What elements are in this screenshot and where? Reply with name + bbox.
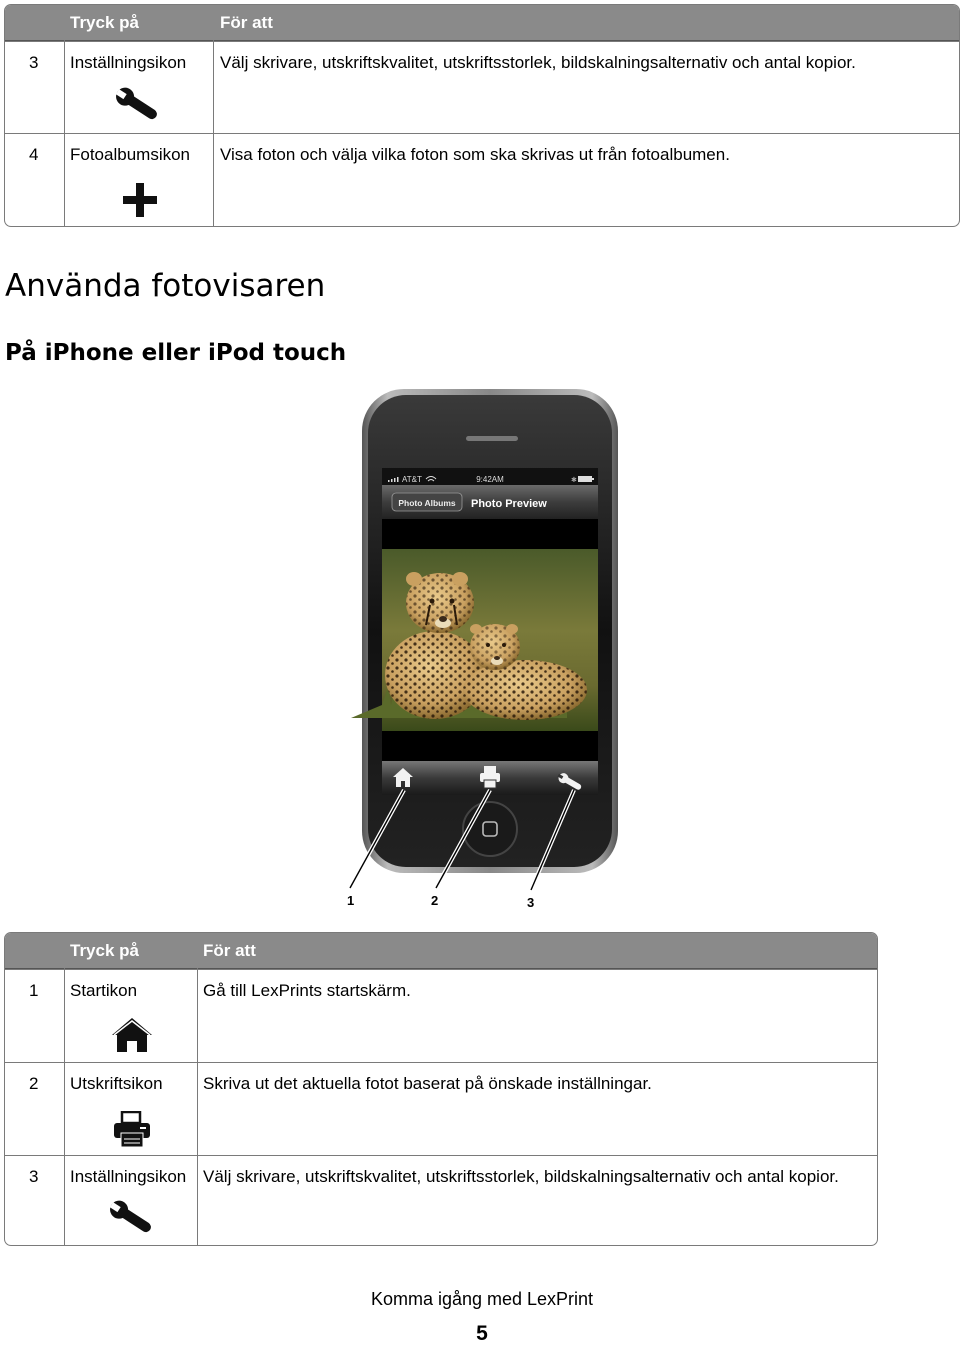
printer-icon: [113, 1111, 151, 1149]
clock-label: 9:42AM: [476, 475, 504, 484]
bluetooth-icon: ✱: [571, 477, 577, 484]
bottom-icon-table: [4, 932, 878, 1246]
row-description: Gå till LexPrints startskärm.: [203, 981, 411, 1000]
table-row: [5, 1155, 877, 1246]
header-tap: Tryck på: [70, 941, 139, 960]
photo-albums-back-button[interactable]: [392, 493, 462, 511]
home-icon: [110, 1016, 154, 1054]
page-number: 5: [476, 1322, 488, 1345]
row-icon-name: Inställningsikon: [70, 53, 187, 72]
iphone-illustration: [340, 385, 640, 915]
table-row: [5, 969, 877, 1062]
row-number: 3: [29, 1167, 39, 1186]
row-description: Skriva ut det aktuella fotot baserat på önskade inställningar.: [203, 1074, 652, 1093]
callout-3: 3: [527, 895, 535, 910]
header-tap: Tryck på: [70, 13, 139, 32]
table-row: [5, 133, 959, 227]
table-row: [5, 1062, 877, 1155]
row-icon-name: Startikon: [70, 981, 138, 1000]
screen-title: Photo Preview: [471, 498, 547, 510]
subsection-title: På iPhone eller iPod touch: [5, 340, 347, 366]
row-icon-name: Inställningsikon: [70, 1167, 187, 1186]
row-description: Visa foton och välja vilka foton som ska skrivas ut från fotoalbumen.: [220, 145, 730, 164]
top-icon-table: [4, 4, 960, 227]
row-number: 2: [29, 1074, 39, 1093]
callout-1: 1: [347, 893, 355, 908]
carrier-label: AT&T: [402, 475, 422, 484]
table-header: [5, 933, 877, 969]
photo-preview: [351, 549, 598, 731]
row-number: 3: [29, 53, 39, 72]
footer-title: Komma igång med LexPrint: [370, 1289, 594, 1309]
row-number: 4: [29, 145, 39, 164]
row-description: Välj skrivare, utskriftskvalitet, utskriftsstorlek, bildskalningsalternativ och antal kopior.: [220, 53, 856, 72]
table-header: [5, 5, 959, 41]
header-to: För att: [203, 941, 256, 960]
back-button-label: Photo Albums: [398, 498, 456, 508]
section-title: Använda fotovisaren: [5, 268, 326, 304]
wrench-icon: [113, 87, 169, 127]
callout-2: 2: [431, 893, 439, 908]
row-icon-name: Utskriftsikon: [70, 1074, 163, 1093]
row-description: Välj skrivare, utskriftskvalitet, utskriftsstorlek, bildskalningsalternativ och antal kopior.: [203, 1167, 839, 1186]
wrench-icon: [107, 1200, 163, 1240]
table-row: [5, 41, 959, 133]
row-number: 1: [29, 981, 39, 1000]
row-icon-name: Fotoalbumsikon: [70, 145, 191, 164]
header-to: För att: [220, 13, 273, 32]
plus-icon: [121, 181, 159, 219]
